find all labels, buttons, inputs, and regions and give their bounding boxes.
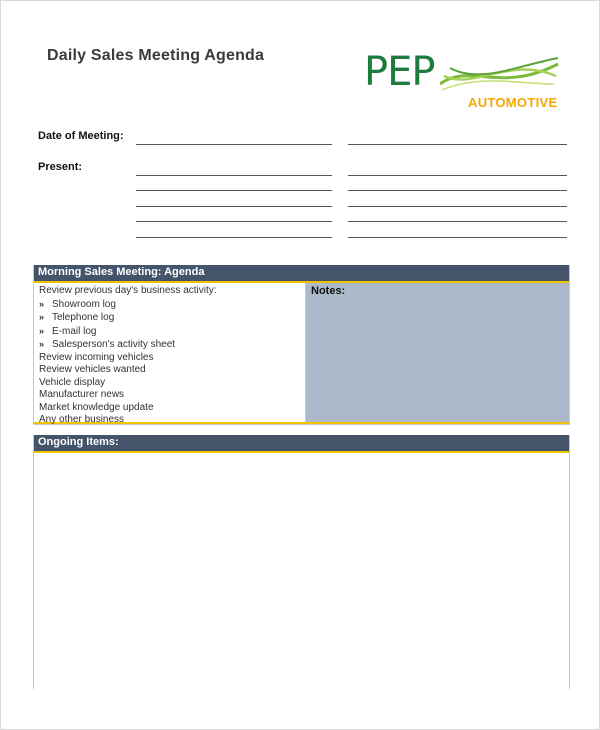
agenda-item-text: Salesperson's activity sheet: [52, 339, 176, 350]
logo-brand-text: PEP: [364, 49, 435, 95]
logo-subtitle-text: AUTOMOTIVE: [468, 95, 558, 110]
date-of-meeting-label: Date of Meeting:: [38, 130, 124, 142]
agenda-item-text: Review previous day's business activity:: [39, 285, 217, 296]
pep-automotive-logo: [362, 49, 562, 114]
agenda-item: [39, 377, 305, 390]
agenda-section: [33, 265, 570, 425]
agenda-item: [39, 338, 305, 352]
agenda-item-text: Any other business: [39, 414, 125, 425]
date-field-line-1[interactable]: [136, 144, 332, 145]
present-field-line[interactable]: [136, 237, 332, 238]
agenda-item: [39, 325, 305, 339]
agenda-item-text: Review vehicles wanted: [39, 364, 146, 375]
agenda-heading: Morning Sales Meeting: Agenda: [34, 265, 569, 283]
notes-label: Notes:: [311, 285, 346, 297]
agenda-item: [39, 402, 305, 415]
agenda-item: [39, 285, 305, 298]
agenda-body: [34, 283, 569, 425]
double-chevron-icon: »: [39, 339, 45, 349]
present-field-line[interactable]: [136, 206, 332, 207]
ongoing-items-area[interactable]: [34, 453, 569, 689]
double-chevron-icon: »: [39, 325, 45, 336]
agenda-item: [39, 352, 305, 365]
agenda-item-text: Review incoming vehicles: [39, 351, 154, 363]
agenda-item-text: E-mail log: [52, 325, 97, 337]
present-field-line[interactable]: [348, 237, 567, 238]
agenda-item: [39, 364, 305, 377]
notes-area[interactable]: [306, 283, 569, 422]
present-field-line[interactable]: [348, 221, 567, 222]
agenda-item-text: Telephone log: [52, 312, 115, 323]
ongoing-heading: Ongoing Items:: [34, 435, 569, 453]
agenda-item: [39, 389, 305, 402]
agenda-item-text: Market knowledge update: [39, 401, 154, 413]
agenda-item-text: Manufacturer news: [39, 389, 125, 400]
present-field-line[interactable]: [136, 221, 332, 222]
page-title: Daily Sales Meeting Agenda: [47, 47, 265, 64]
double-chevron-icon: »: [39, 298, 45, 309]
agenda-item: [39, 298, 305, 312]
agenda-item-text: Vehicle display: [39, 376, 106, 388]
present-field-line[interactable]: [348, 190, 567, 191]
swoosh-graphic: [440, 54, 560, 94]
agenda-item: [39, 414, 305, 427]
present-label: Present:: [38, 161, 83, 173]
ongoing-section: [33, 435, 570, 689]
present-field-line[interactable]: [136, 190, 332, 191]
agenda-list: [34, 283, 306, 425]
present-field-line[interactable]: [348, 175, 567, 176]
agenda-item-text: Showroom log: [52, 298, 116, 310]
agenda-item: [39, 311, 305, 325]
present-field-line[interactable]: [348, 206, 567, 207]
double-chevron-icon: »: [39, 312, 45, 322]
date-field-line-2[interactable]: [348, 144, 567, 145]
present-field-line[interactable]: [136, 175, 332, 176]
